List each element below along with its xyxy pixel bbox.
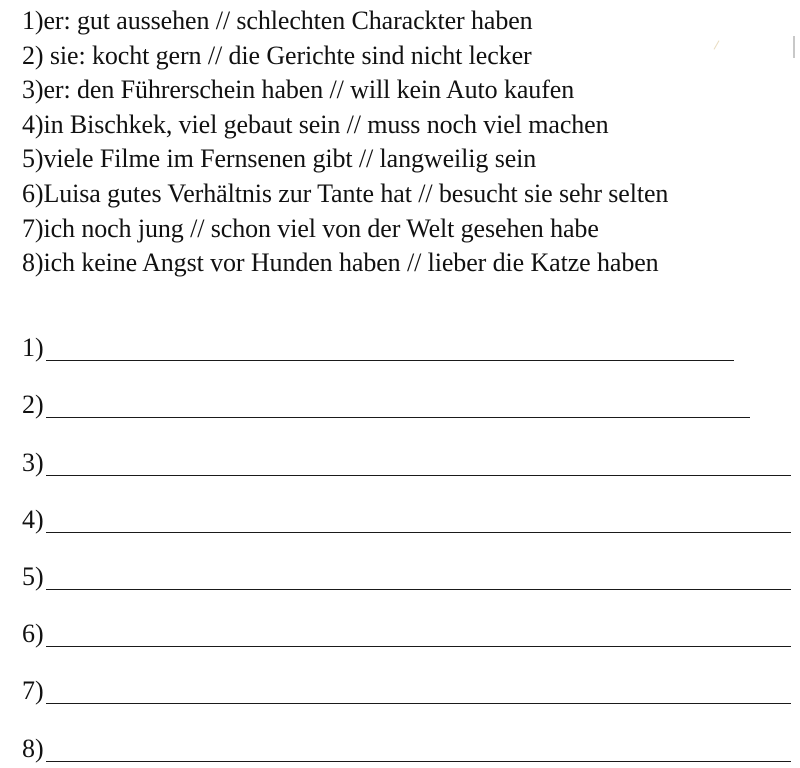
answer-blank-line[interactable] bbox=[46, 761, 791, 762]
answer-blank-line[interactable] bbox=[46, 532, 791, 533]
answer-row bbox=[22, 310, 800, 367]
answer-number: 5) bbox=[22, 561, 44, 591]
prompt-item: 2) sie: kocht gern // die Gerichte sind nicht lecker bbox=[22, 40, 532, 70]
answer-blank-line[interactable] bbox=[46, 475, 791, 476]
prompt-list bbox=[22, 4, 668, 281]
answer-blank-line[interactable] bbox=[46, 360, 734, 361]
prompt-item: 4)in Bischkek, viel gebaut sein // muss noch viel machen bbox=[22, 109, 609, 139]
answer-row bbox=[22, 482, 800, 539]
answer-blank-line[interactable] bbox=[46, 417, 750, 418]
prompt-item: 8)ich keine Angst vor Hunden haben // lieber die Katze haben bbox=[22, 248, 659, 278]
answer-number: 7) bbox=[22, 676, 44, 706]
page-edge-mark bbox=[793, 36, 795, 58]
answer-row bbox=[22, 653, 800, 710]
answer-blank-line[interactable] bbox=[46, 589, 791, 590]
answer-list bbox=[22, 310, 800, 768]
answer-row bbox=[22, 710, 800, 767]
answer-number: 1) bbox=[22, 333, 44, 363]
prompt-item: 6)Luisa gutes Verhältnis zur Tante hat // besucht sie sehr selten bbox=[22, 178, 669, 208]
answer-number: 8) bbox=[22, 733, 44, 763]
answer-row bbox=[22, 367, 800, 424]
answer-number: 3) bbox=[22, 447, 44, 477]
prompt-item: 7)ich noch jung // schon viel von der Welt gesehen habe bbox=[22, 213, 599, 243]
pencil-mark bbox=[714, 40, 720, 49]
answer-row bbox=[22, 424, 800, 481]
answer-number: 4) bbox=[22, 504, 44, 534]
prompt-item: 5)viele Filme im Fernsenen gibt // langweilig sein bbox=[22, 144, 537, 174]
answer-row bbox=[22, 539, 800, 596]
answer-blank-line[interactable] bbox=[46, 646, 791, 647]
prompt-item: 1)er: gut aussehen // schlechten Charackter haben bbox=[22, 6, 533, 35]
answer-number: 6) bbox=[22, 619, 44, 649]
answer-blank-line[interactable] bbox=[46, 703, 791, 704]
answer-row bbox=[22, 596, 800, 653]
answer-number: 2) bbox=[22, 390, 44, 420]
prompt-item: 3)er: den Führerschein haben // will kein Auto kaufen bbox=[22, 75, 575, 105]
